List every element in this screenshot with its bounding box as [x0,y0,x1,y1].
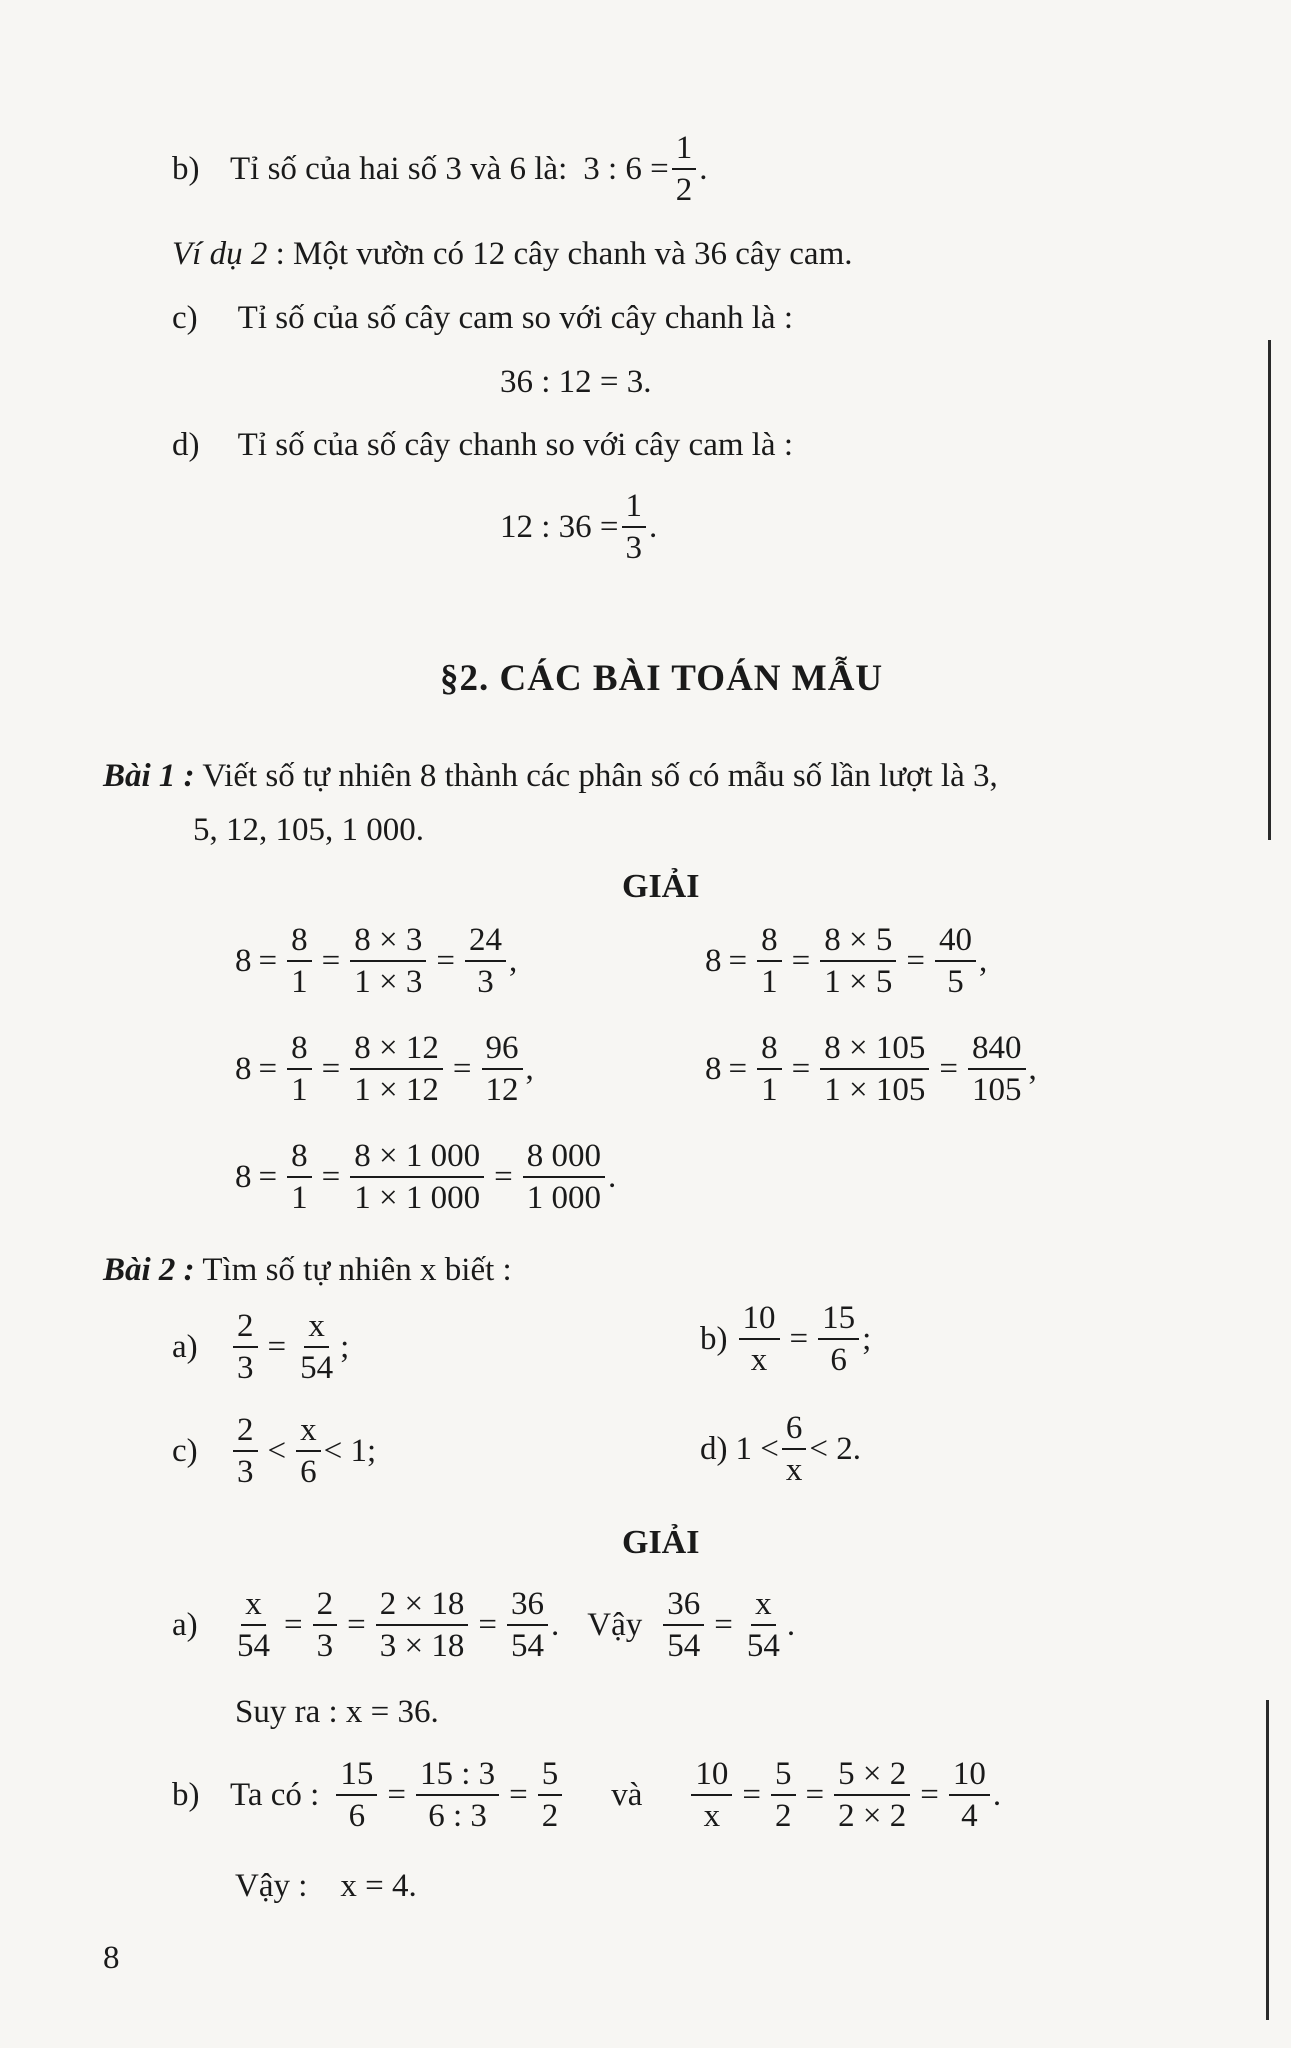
bai2-d: d) 1 < $\frac{6}{x}$ < 2. [700,1410,861,1489]
section-heading: §2. CÁC BÀI TOÁN MẪU [440,658,884,699]
bai2-c: c) $\frac{2}{3}$ < $\frac{x}{6}$ < 1; [172,1412,377,1491]
fraction: $\frac{1}{3}$ [622,488,647,567]
page-edge-line [1266,1700,1269,2020]
bai2-b: b) $\frac{10}{x}$ = $\frac{15}{6}$ ; [700,1300,872,1379]
intro-c-text: Tỉ số của số cây cam so với cây chanh là : [237,300,794,336]
intro-b-text: Tỉ số của hai số 3 và 6 là: [230,150,568,187]
bai1-row: 8 = $\frac{8}{1}$ = $\frac{8 \times 5}{1 \times 5}$ = $\frac{40}{5}$ , [705,922,988,1001]
page-edge-line [1268,340,1271,840]
page-number: 8 [103,1940,120,1976]
problem-label: Bài 1 : [103,758,195,794]
bai2-problem [103,1250,512,1291]
intro-c-line [172,298,793,339]
bai2-solution-a: a) $\frac{x}{54}$ = $\frac{2}{3}$ = $\frac{2 \times 18}{3 \times 18}$ = $\frac{36}{54}$ . Vậy $\frac{36}{54}$ = $\frac{x}{54}$ . [172,1586,796,1665]
bai1-row: 8 = $\frac{8}{1}$ = $\frac{8 \times 1 000}{1 \times 1 000}$ = $\frac{8 000}{1 000}$ . [235,1138,617,1217]
item-label: c) [172,300,198,336]
bai1-problem-cont: 5, 12, 105, 1 000. [193,812,424,848]
fraction: $\frac{1}{2}$ [672,130,697,209]
intro-c-expr: 36 : 12 = 3. [500,364,652,400]
bai2-solution-b-result: Vậy : x = 4. [235,1868,417,1904]
item-label: b) [172,150,200,187]
intro-d-line [172,425,793,466]
bai2-a: a) $\frac{2}{3}$ = $\frac{x}{54}$ ; [172,1308,350,1387]
example2-line [172,234,852,275]
bai2-solution-a-result: Suy ra : x = 36. [235,1694,439,1730]
intro-b-expr: 3 : 6 = [583,150,669,187]
intro-d-expr: 12 : 36 = $\frac{1}{3}$ . [500,488,658,567]
bai1-problem [103,756,998,797]
problem-label: Bài 2 : [103,1252,195,1288]
bai1-row: 8 = $\frac{8}{1}$ = $\frac{8 \times 105}{1 \times 105}$ = $\frac{840}{105}$ , [705,1030,1037,1109]
bai2-solution-b: b) Ta có : $\frac{15}{6}$ = $\frac{15 : 3}{6 : 3}$ = $\frac{5}{2}$ và $\frac{10}{x}$ = $\frac{5}{2}$ = $\frac{5 \times 2}{2 \times 2}$ = $\frac{10}{4}$ . [172,1756,1002,1835]
bai1-row: 8 = $\frac{8}{1}$ = $\frac{8 \times 3}{1 \times 3}$ = $\frac{24}{3}$ , [235,922,518,1001]
bai1-row: 8 = $\frac{8}{1}$ = $\frac{8 \times 12}{1 \times 12}$ = $\frac{96}{12}$ , [235,1030,534,1109]
problem-text: Tìm số tự nhiên x biết : [202,1252,512,1288]
problem-text: Viết số tự nhiên 8 thành các phân số có mẫu số lần lượt là 3, [202,758,998,794]
item-label: d) [172,427,200,463]
solution-heading: GIẢI [622,1524,700,1561]
example-label: Ví dụ 2 [172,236,268,272]
intro-d-text: Tỉ số của số cây chanh so với cây cam là : [237,427,794,463]
intro-b-line: b) Tỉ số của hai số 3 và 6 là: 3 : 6 = $\frac{1}{2}$ . [172,130,708,209]
example-text: : Một vườn có 12 cây chanh và 36 cây cam. [275,236,853,272]
solution-heading: GIẢI [622,868,700,905]
